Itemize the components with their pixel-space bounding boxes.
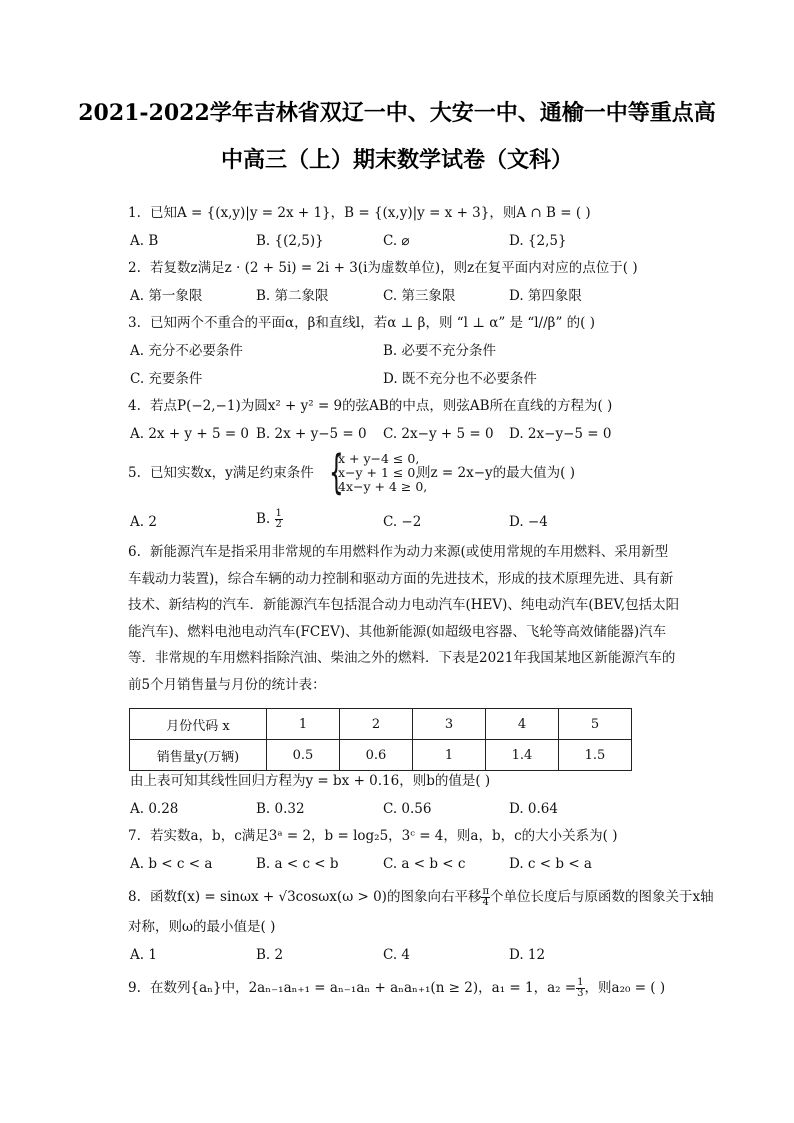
fraction-numerator: 1 (577, 977, 584, 988)
paragraph-line-4: 能汽车)、燃料电池电动汽车(FCEV)、其他新能源(如超级电容器、飞轮等高效储能器)汽车 (128, 623, 667, 640)
option-b: B. 第二象限 (256, 288, 329, 304)
option-d: D. −4 (509, 514, 548, 530)
option-c: C. −2 (383, 514, 422, 530)
table-cell: 4 (486, 709, 559, 740)
option-d: D. 12 (509, 947, 546, 963)
option-b: B. 2 (256, 947, 284, 963)
question-number: 9. (128, 980, 141, 996)
option-a: A. 1 (130, 947, 157, 963)
fraction-denominator: 4 (482, 897, 489, 908)
question-3 (128, 314, 595, 332)
constraint-3: 4x−y + 4 ≥ 0, (338, 479, 428, 494)
exam-title-line1: 2021-2022学年吉林省双辽一中、大安一中、通榆一中等重点高 (78, 100, 716, 126)
option-a: A. B (130, 233, 159, 249)
option-a: A. b < c < a (130, 856, 213, 872)
option-b: B. 必要不充分条件 (383, 343, 497, 359)
question-5 (128, 464, 314, 482)
option-a: A. 充分不必要条件 (130, 343, 243, 359)
option-c: C. 0.56 (383, 801, 432, 817)
fraction-denominator: 3 (577, 988, 584, 999)
table-cell: 3 (413, 709, 486, 740)
question-stem-post: 则z = 2x−y的最大值为( ) (417, 465, 575, 481)
question-8 (128, 887, 714, 908)
question-9 (128, 978, 665, 999)
question-number: 6. (128, 544, 141, 560)
option-c: C. 第三象限 (383, 288, 456, 304)
table-cell: 0.6 (340, 740, 413, 771)
option-label: B. (256, 511, 271, 527)
option-d: D. 既不充分也不必要条件 (383, 371, 537, 387)
exam-title-line2: 中高三（上）期末数学试卷（文科） (220, 147, 573, 173)
option-b: B. {(2,5)} (256, 233, 324, 249)
question-number: 1. (128, 205, 141, 221)
question-6-after: 由上表可知其线性回归方程为y = bx + 0.16，则b的值是( ) (130, 773, 491, 789)
option-d: D. 第四象限 (509, 288, 582, 304)
brace-symbol: { (329, 445, 344, 499)
question-2 (128, 259, 638, 277)
option-a: A. 第一象限 (130, 288, 203, 304)
question-4 (128, 397, 612, 415)
option-b: B. 0.32 (256, 801, 305, 817)
question-8-line2: 对称，则ω的最小值是( ) (128, 919, 276, 935)
fraction-denominator: 2 (275, 519, 282, 530)
question-stem-post: ，则a₂₀ = ( ) (584, 980, 666, 996)
question-number: 8. (128, 889, 141, 905)
question-number: 4. (128, 398, 141, 414)
table-header-cell: 销售量y(万辆) (130, 740, 267, 771)
table-header-cell: 月份代码 x (130, 709, 267, 740)
question-stem: 已知两个不重合的平面α，β和直线l，若α ⊥ β，则 “l ⊥ α” 是 “l//β” 的( ) (150, 315, 595, 331)
fraction (481, 887, 490, 908)
question-number: 5. (128, 465, 141, 481)
question-stem: 若复数z满足z · (2 + 5i) = 2i + 3(i为虚数单位)，则z在复平面内对应的点位于( ) (150, 260, 638, 276)
option-a: A. 2 (130, 514, 157, 530)
question-7 (128, 827, 617, 845)
table-row (130, 709, 632, 740)
option-c: C. 2x−y + 5 = 0 (383, 426, 494, 442)
paragraph-line-6: 前5个月销售量与月份的统计表： (128, 676, 326, 693)
constraint-2: x−y + 1 ≤ 0, (338, 465, 420, 480)
question-1 (128, 204, 591, 222)
option-c: C. 充要条件 (130, 371, 203, 387)
fraction (576, 978, 584, 999)
fraction (275, 509, 283, 530)
table-cell: 1 (413, 740, 486, 771)
option-d: D. c < b < a (509, 856, 592, 872)
option-c: C. 4 (383, 947, 411, 963)
question-stem-pre: 函数f(x) = sinωx + √3cosωx(ω > 0)的图象向右平移 (150, 889, 482, 905)
paragraph-line-2: 车载动力装置)，综合车辆的动力控制和驱动方面的先进技术，形成的技术原理先进、具有新 (128, 570, 674, 587)
paragraph-line-1 (128, 539, 694, 566)
paragraph-line-5: 等．非常规的车用燃料指除汽油、柴油之外的燃料．下表是2021年我国某地区新能源汽车的 (128, 650, 676, 667)
option-b: B. 2x + y−5 = 0 (256, 426, 367, 442)
table-cell: 0.5 (267, 740, 340, 771)
table-cell: 1 (267, 709, 340, 740)
option-a: A. 0.28 (130, 801, 179, 817)
sales-table (129, 708, 632, 771)
table-cell: 1.4 (486, 740, 559, 771)
table-cell: 5 (559, 709, 632, 740)
question-number: 3. (128, 315, 141, 331)
question-number: 2. (128, 260, 141, 276)
option-c: C. ⌀ (383, 233, 410, 249)
paragraph-line-3: 技术、新结构的汽车．新能源汽车包括混合动力电动汽车(HEV)、纯电动汽车(BEV,包括太阳 (128, 597, 680, 614)
fraction-numerator: π (482, 886, 490, 897)
option-d: D. 0.64 (509, 801, 558, 817)
question-6-paragraph (128, 539, 694, 699)
option-c: C. a < b < c (383, 856, 466, 872)
question-number: 7. (128, 828, 141, 844)
question-stem: 已知A = {(x,y)|y = 2x + 1}，B = {(x,y)|y = x + 3}，则A ∩ B = ( ) (150, 205, 591, 221)
table-cell: 2 (340, 709, 413, 740)
question-stem-pre: 已知实数x，y满足约束条件 (150, 465, 314, 481)
table-cell: 1.5 (559, 740, 632, 771)
question-stem-post: 个单位长度后与原函数的图象关于x轴 (490, 889, 714, 905)
question-stem: 若点P(−2,−1)为圆x² + y² = 9的弦AB的中点，则弦AB所在直线的方程为( ) (150, 398, 613, 414)
option-d: D. 2x−y−5 = 0 (509, 426, 612, 442)
option-d: D. {2,5} (509, 233, 567, 249)
question-stem: 若实数a，b，c满足3ᵃ = 2，b = log₂5，3ᶜ = 4，则a，b，c的大小关系为( ) (150, 828, 618, 844)
constraint-1: x + y−4 ≤ 0, (338, 451, 420, 466)
paragraph-text: 新能源汽车是指采用非常规的车用燃料作为动力来源(或使用常规的车用燃料、采用新型 (150, 544, 669, 560)
fraction-numerator: 1 (275, 508, 282, 519)
option-b (256, 509, 283, 530)
option-b: B. a < c < b (256, 856, 339, 872)
question-stem-pre: 在数列{aₙ}中，2aₙ₋₁aₙ₊₁ = aₙ₋₁aₙ + aₙaₙ₊₁(n ≥ 2)，a₁ = 1，a₂ = (150, 980, 577, 996)
table-row (130, 740, 632, 771)
option-a: A. 2x + y + 5 = 0 (130, 426, 250, 442)
